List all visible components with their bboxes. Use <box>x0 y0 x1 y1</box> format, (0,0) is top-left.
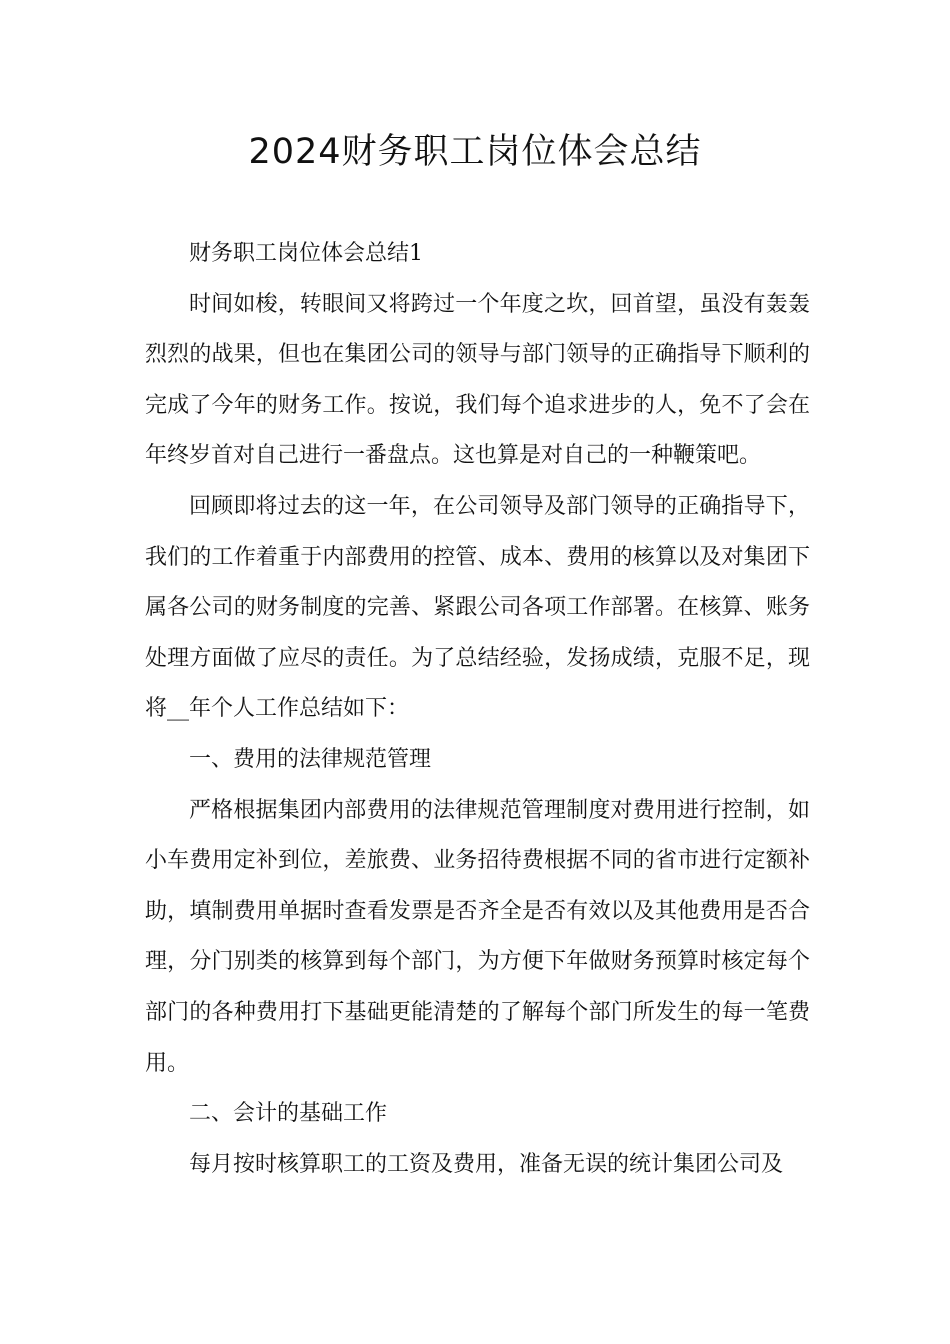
paragraph-expense: 严格根据集团内部费用的法律规范管理制度对费用进行控制，如小车费用定补到位，差旅费、业务招待费根据不同的省市进行定额补助，填制费用单据时查看发票是否齐全是否有效以及其他费用是否合理，分门别类的核算到每个部门，为方便下年做财务预算时核定每个部门的各种费用打下基础更能清楚的了解每个部门所发生的每一笔费用。 <box>145 797 810 1076</box>
document-title: 2024财务职工岗位体会总结 <box>248 132 702 172</box>
document-body <box>145 229 810 1190</box>
section-heading-accounting: 二、会计的基础工作 <box>189 1101 388 1127</box>
paragraph-intro: 时间如梭，转眼间又将跨过一个年度之坎，回首望，虽没有轰轰烈烈的战果，但也在集团公司的领导与部门领导的正确指导下顺利的完成了今年的财务工作。按说，我们每个追求进步的人，免不了会在年终岁首对自己进行一番盘点。这也算是对自己的一种鞭策吧。 <box>145 291 810 469</box>
section-heading-1: 财务职工岗位体会总结1 <box>189 241 423 266</box>
paragraph-accounting: 每月按时核算职工的工资及费用，准备无误的统计集团公司及 <box>189 1151 784 1177</box>
section-heading-expense: 一、费用的法律规范管理 <box>189 746 432 772</box>
paragraph-review: 回顾即将过去的这一年，在公司领导及部门领导的正确指导下，我们的工作着重于内部费用的控管、成本、费用的核算以及对集团下属各公司的财务制度的完善、紧跟公司各项工作部署。在核算、账务处理方面做了应尽的责任。为了总结经验，发扬成绩，克服不足，现将__年个人工作总结如下： <box>145 493 810 722</box>
